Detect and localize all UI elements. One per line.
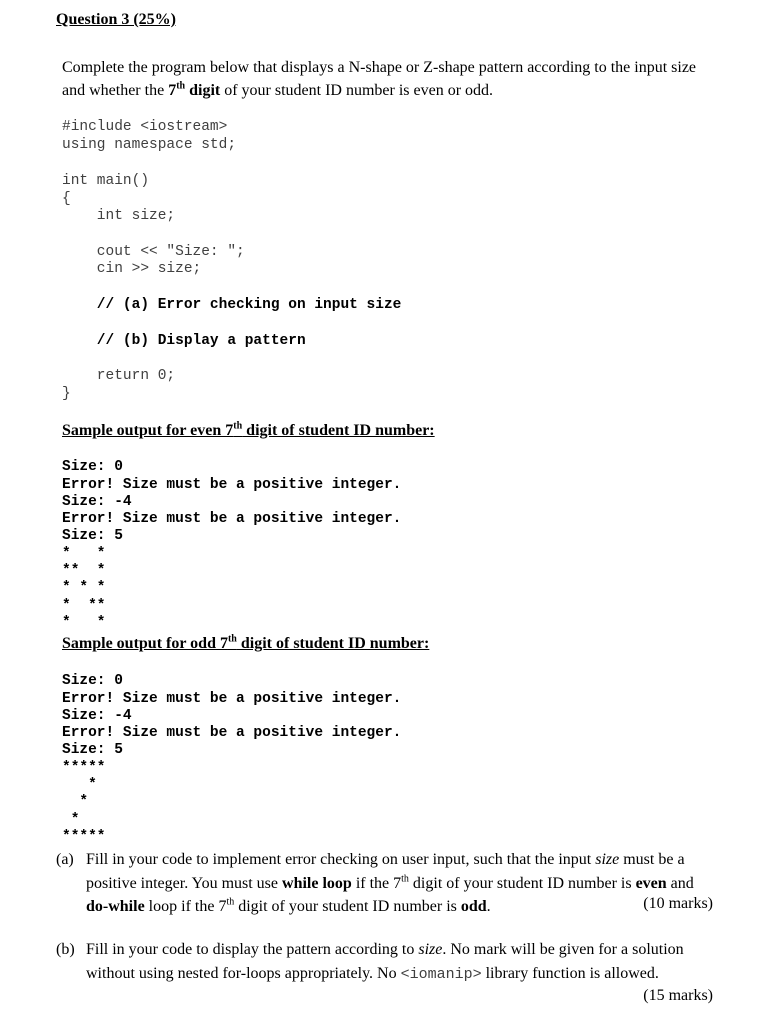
pattern-line: * * — [62, 545, 106, 562]
part-b-text: Fill in your code to display the pattern according to size. No mark will be given for a solution without using nested for-loops appropriately. No <iomanip> library function is allowed. — [86, 941, 684, 983]
output-line: Error! Size must be a positive integer. — [62, 725, 402, 742]
question-title: Question 3 (25%) — [56, 11, 176, 28]
code-line: int size; — [62, 208, 176, 224]
intro-text-2: of your student ID number is even or odd. — [220, 82, 494, 99]
output-line: Size: 5 — [62, 742, 123, 759]
code-line: } — [62, 386, 71, 402]
code-line: using namespace std; — [62, 137, 237, 153]
sample-even-heading: Sample output for even 7th digit of student ID number: — [62, 420, 435, 439]
intro-paragraph — [62, 56, 722, 102]
pattern-line: * — [62, 794, 89, 811]
code-line: #include <iostream> — [62, 119, 228, 135]
part-a-marks: (10 marks) — [643, 895, 713, 912]
output-line: Size: 5 — [62, 528, 123, 545]
pattern-line: * * * — [62, 580, 106, 597]
pattern-line: ***** — [62, 828, 106, 845]
pattern-line: * * — [62, 614, 106, 631]
part-a-text: Fill in your code to implement error checking on user input, such that the input size must be a positive integer. You must use while loop if the 7th digit of your student ID number is even and do-while loop if the 7th digit of your student ID number is odd. — [86, 851, 694, 915]
code-line: { — [62, 191, 71, 207]
pattern-line: * — [62, 777, 97, 794]
output-line: Size: 0 — [62, 673, 123, 690]
output-line: Error! Size must be a positive integer. — [62, 476, 402, 493]
output-line: Size: -4 — [62, 493, 132, 510]
pattern-line: ***** — [62, 759, 106, 776]
pattern-line: * ** — [62, 597, 106, 614]
output-line: Error! Size must be a positive integer. — [62, 690, 402, 707]
intro-text-1: Complete the program below that displays a N-shape or Z-shape pattern according to the input size and whether the — [62, 59, 697, 99]
pattern-line: ** * — [62, 563, 106, 580]
pattern-line: * — [62, 811, 80, 828]
sample-odd-heading: Sample output for odd 7th digit of student ID number: — [62, 633, 430, 652]
part-a-label: (a) — [56, 851, 74, 868]
code-line: cin >> size; — [62, 261, 202, 277]
part-b-marks: (15 marks) — [643, 987, 713, 1004]
output-line: Error! Size must be a positive integer. — [62, 511, 402, 528]
code-line: int main() — [62, 173, 150, 189]
code-line: return 0; — [62, 368, 176, 384]
code-comment-a: // (a) Error checking on input size — [62, 297, 402, 313]
output-line: Size: 0 — [62, 459, 123, 476]
code-comment-b: // (b) Display a pattern — [62, 333, 306, 349]
code-line: cout << "Size: "; — [62, 244, 245, 260]
sample-odd-output — [62, 656, 401, 864]
sample-even-output — [62, 442, 401, 650]
output-line: Size: -4 — [62, 707, 132, 724]
part-b-label: (b) — [56, 941, 75, 958]
intro-bold: 7th digit — [168, 80, 221, 99]
